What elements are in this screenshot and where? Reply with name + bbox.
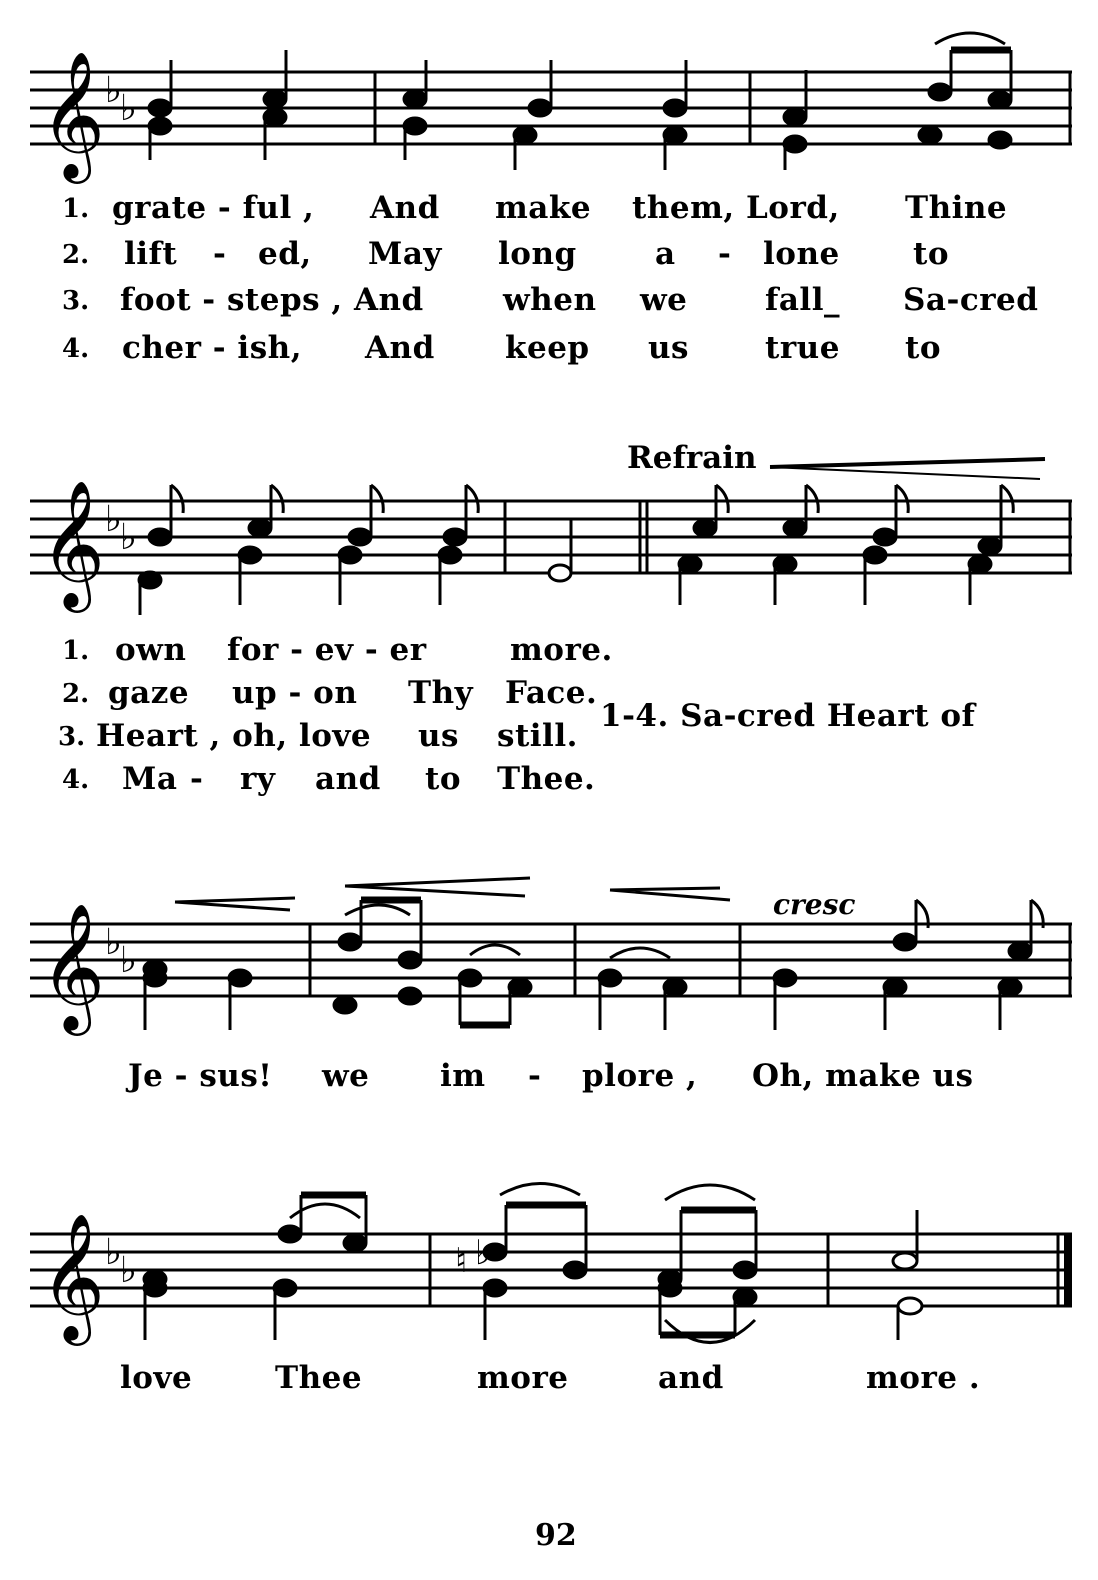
lyric-syllable: to	[913, 236, 949, 272]
lyric-syllable: to	[425, 761, 461, 797]
lyric-syllable: plore ,	[582, 1058, 698, 1094]
lyric-syllable: for - ev - er	[227, 632, 427, 668]
verse-number: 3.	[58, 722, 86, 752]
lyric-syllable: May	[368, 236, 442, 272]
svg-text:♭: ♭	[120, 940, 137, 981]
music-staff-system-4	[0, 1190, 1098, 1350]
lyric-syllable: foot - steps , And	[120, 282, 424, 318]
music-staff-system-2	[0, 455, 1098, 615]
svg-text:𝄞: 𝄞	[40, 50, 106, 178]
lyric-syllable: more .	[866, 1360, 981, 1396]
refrain-label: Refrain	[627, 440, 757, 476]
lyric-syllable: and	[315, 761, 381, 797]
lyric-syllable: them, Lord,	[632, 190, 840, 226]
verse-number: 4.	[62, 765, 90, 795]
lyric-syllable: grate - ful ,	[112, 190, 315, 226]
lyric-syllable: lift	[124, 236, 178, 272]
lyric-syllable: fall_	[765, 282, 840, 318]
lyric-syllable: -	[528, 1058, 542, 1094]
lyric-syllable: -	[190, 761, 204, 797]
lyric-syllable: ry	[240, 761, 276, 797]
lyric-syllable: Ma	[122, 761, 178, 797]
lyric-syllable: Face.	[505, 675, 598, 711]
lyric-syllable: we	[640, 282, 688, 318]
lyric-syllable: -	[213, 236, 227, 272]
lyrics-system-4	[0, 1360, 1098, 1400]
lyric-syllable: Je - sus!	[128, 1058, 273, 1094]
lyric-syllable: when	[503, 282, 597, 318]
lyric-syllable: us	[648, 330, 689, 366]
verse-number: 2.	[62, 240, 90, 270]
svg-text:𝄞: 𝄞	[40, 902, 106, 1030]
svg-text:𝄞: 𝄞	[40, 479, 106, 607]
page-number: 92	[535, 1518, 577, 1553]
lyric-syllable: still.	[497, 718, 578, 754]
lyric-syllable: lone	[763, 236, 840, 272]
lyric-syllable: to	[905, 330, 941, 366]
lyric-syllable: true	[765, 330, 840, 366]
svg-text:♭: ♭	[105, 499, 122, 540]
lyric-syllable: more	[477, 1360, 569, 1396]
verse-number: 1.	[62, 194, 90, 224]
lyric-syllable: cher - ish,	[122, 330, 302, 366]
svg-text:♭: ♭	[120, 1250, 137, 1291]
lyric-syllable: make	[495, 190, 592, 226]
svg-text:♭: ♭	[475, 1233, 492, 1273]
lyric-syllable: us	[418, 718, 459, 754]
verse-number: 2.	[62, 679, 90, 709]
svg-text:♭: ♭	[120, 88, 137, 129]
lyric-syllable: long	[498, 236, 577, 272]
svg-text:♮: ♮	[455, 1241, 468, 1281]
lyrics-system-3	[0, 1058, 1098, 1098]
lyric-syllable: Heart , oh, love	[96, 718, 372, 754]
lyric-syllable: gaze	[108, 675, 190, 711]
svg-text:♭: ♭	[105, 1232, 122, 1273]
svg-text:♭: ♭	[120, 517, 137, 558]
verse-number: 3.	[62, 286, 90, 316]
svg-text:♭: ♭	[105, 70, 122, 111]
lyric-syllable: And	[370, 190, 440, 226]
verse-number: 4.	[62, 334, 90, 364]
lyric-syllable: keep	[505, 330, 590, 366]
lyric-syllable: im	[440, 1058, 486, 1094]
verse-number: 1.	[62, 636, 90, 666]
lyric-syllable: up - on	[232, 675, 358, 711]
lyric-syllable: we	[322, 1058, 370, 1094]
lyric-syllable: a	[655, 236, 676, 272]
music-staff-system-1	[0, 30, 1098, 178]
lyric-syllable: love	[120, 1360, 193, 1396]
svg-text:𝄞: 𝄞	[40, 1212, 106, 1340]
dynamic-marking: cresc	[773, 888, 856, 921]
lyric-syllable: more.	[510, 632, 613, 668]
lyric-syllable: own	[115, 632, 187, 668]
lyric-syllable: Thee	[275, 1360, 363, 1396]
lyric-syllable: and	[658, 1360, 724, 1396]
lyric-syllable: Sa-cred	[903, 282, 1039, 318]
lyric-syllable: Oh, make us	[752, 1058, 974, 1094]
lyric-syllable: And	[365, 330, 435, 366]
lyric-syllable: Thine	[905, 190, 1008, 226]
lyric-syllable: Thee.	[497, 761, 596, 797]
lyric-syllable: ed,	[258, 236, 312, 272]
refrain-lyric: 1-4. Sa-cred Heart of	[600, 698, 976, 734]
svg-text:♭: ♭	[105, 922, 122, 963]
music-staff-system-3	[0, 880, 1098, 1040]
lyric-syllable: -	[718, 236, 732, 272]
lyric-syllable: Thy	[408, 675, 474, 711]
